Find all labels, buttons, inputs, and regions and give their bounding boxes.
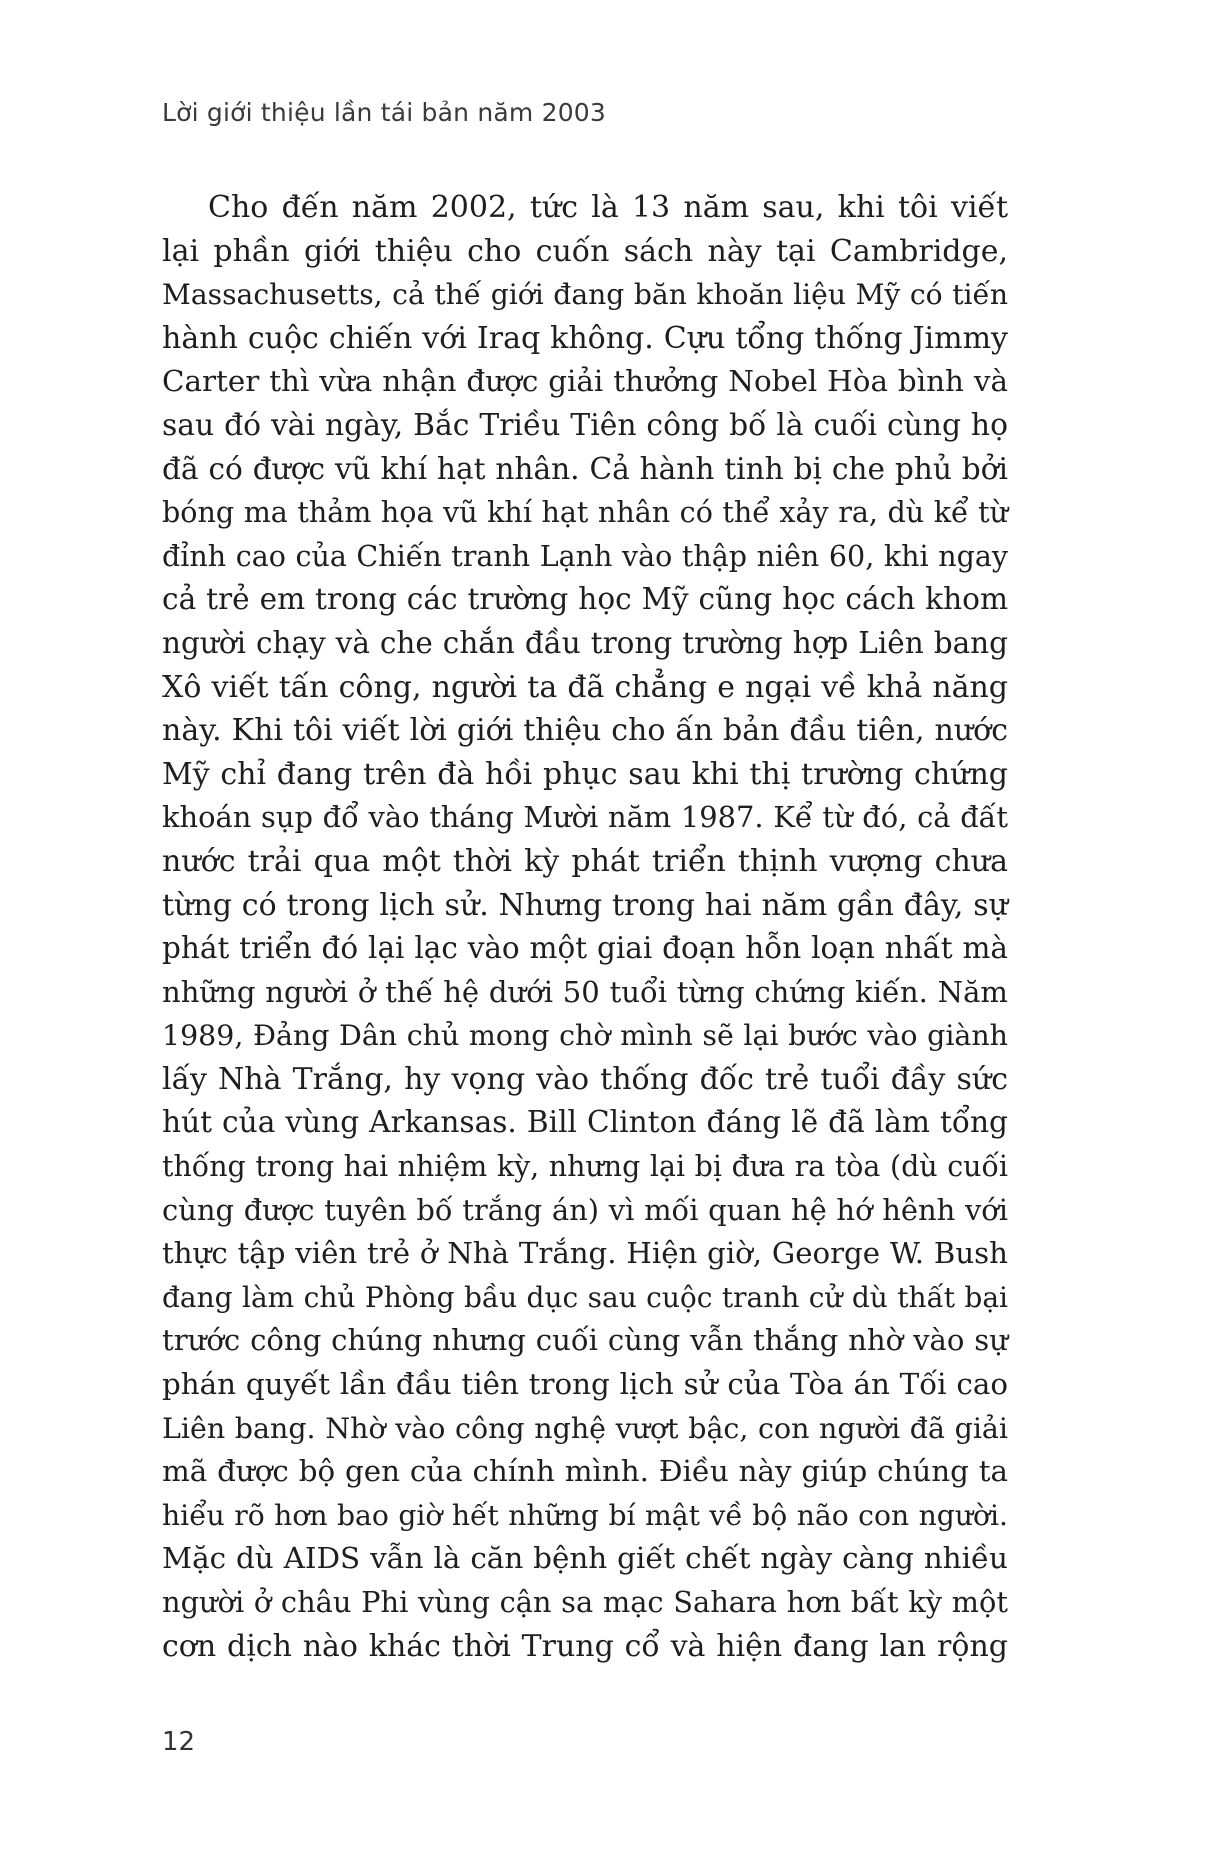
paragraph-line: Carter thì vừa nhận được giải thưởng Nobel Hòa bình và [162,364,1008,399]
paragraph-line: 1989, Đảng Dân chủ mong chờ mình sẽ lại bước vào giành [162,1019,1008,1053]
paragraph-line: Mỹ chỉ đang trên đà hồi phục sau khi thị trường chứng [162,756,1008,792]
paragraph-line: lại phần giới thiệu cho cuốn sách này tại Cambridge, [162,233,1008,269]
paragraph-line: trước công chúng nhưng cuối cùng vẫn thắng nhờ vào sự [162,1323,1008,1358]
paragraph-line: lấy Nhà Trắng, hy vọng vào thống đốc trẻ tuổi đầy sức [162,1061,1008,1097]
paragraph-line: hiểu rõ hơn bao giờ hết những bí mật về bộ não con người. [162,1498,1008,1532]
paragraph-line: Massachusetts, cả thế giới đang băn khoăn liệu Mỹ có tiến [162,278,1008,312]
paragraph-line: cả trẻ em trong các trường học Mỹ cũng học cách khom [162,582,1008,617]
paragraph-line: này. Khi tôi viết lời giới thiệu cho ấn bản đầu tiên, nước [162,713,1008,749]
paragraph-line: khoán sụp đổ vào tháng Mười năm 1987. Kể từ đó, cả đất [162,800,1008,835]
paragraph-line: người chạy và che chắn đầu trong trường hợp Liên bang [162,625,1008,660]
paragraph-line: thực tập viên trẻ ở Nhà Trắng. Hiện giờ, George W. Bush [162,1236,1008,1271]
running-header: Lời giới thiệu lần tái bản năm 2003 [162,98,607,127]
paragraph-line: người ở châu Phi vùng cận sa mạc Sahara hơn bất kỳ một [162,1585,1008,1619]
paragraph-line: phát triển đó lại lạc vào một giai đoạn hỗn loạn nhất mà [162,931,1008,966]
paragraph-line: đỉnh cao của Chiến tranh Lạnh vào thập niên 60, khi ngay [162,539,1008,573]
paragraph-line: sau đó vài ngày, Bắc Triều Tiên công bố là cuối cùng họ [162,407,1008,443]
paragraph-line: những người ở thế hệ dưới 50 tuổi từng chứng kiến. Năm [162,974,1008,1009]
paragraph-line: phán quyết lần đầu tiên trong lịch sử của Tòa án Tối cao [162,1367,1008,1402]
paragraph-line: hành cuộc chiến với Iraq không. Cựu tổng thống Jimmy [162,320,1008,356]
body-paragraph [162,186,1008,1668]
paragraph-line: mã được bộ gen của chính mình. Điều này giúp chúng ta [162,1454,1008,1489]
paragraph-line: từng có trong lịch sử. Nhưng trong hai năm gần đây, sự [162,887,1008,923]
paragraph-line: Cho đến năm 2002, tức là 13 năm sau, khi tôi viết [208,190,1008,225]
paragraph-line: bóng ma thảm họa vũ khí hạt nhân có thể xảy ra, dù kể từ [162,495,1008,530]
paragraph-line: thống trong hai nhiệm kỳ, nhưng lại bị đưa ra tòa (dù cuối [162,1150,1008,1184]
paragraph-line: nước trải qua một thời kỳ phát triển thịnh vượng chưa [162,843,1008,879]
paragraph-line: cùng được tuyên bố trắng án) vì mối quan hệ hớ hênh với [162,1192,1008,1227]
paragraph-line: đang làm chủ Phòng bầu dục sau cuộc tranh cử dù thất bại [162,1280,1008,1314]
paragraph-line: Liên bang. Nhờ vào công nghệ vượt bậc, con người đã giải [162,1411,1008,1445]
paragraph-line: cơn dịch nào khác thời Trung cổ và hiện đang lan rộng [162,1628,1008,1664]
paragraph-line: đã có được vũ khí hạt nhân. Cả hành tinh bị che phủ bởi [162,451,1008,486]
paragraph-line: Xô viết tấn công, người ta đã chẳng e ngại về khả năng [162,669,1008,705]
paragraph-line: Mặc dù AIDS vẫn là căn bệnh giết chết ngày càng nhiều [162,1541,1008,1576]
page-number: 12 [162,1727,196,1757]
paragraph-line: hút của vùng Arkansas. Bill Clinton đáng lẽ đã làm tổng [162,1105,1008,1140]
